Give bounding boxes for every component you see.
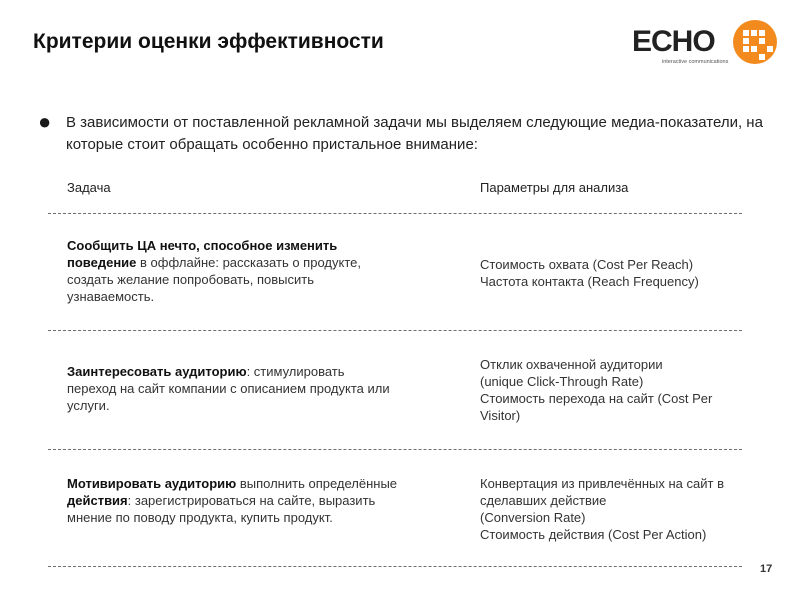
row-divider [48,330,742,331]
row3-param-3: Стоимость действия (Cost Per Action) [480,527,707,542]
row-divider [48,449,742,450]
row2-params [480,356,730,424]
row2-task-bold: Заинтересовать аудиторию [67,364,247,379]
bullet-icon: ● [38,109,52,134]
echo-logo [630,18,780,70]
row-divider [48,566,742,567]
row1-param-2: Частота контакта (Reach Frequency) [480,274,699,289]
slide-title: Критерии оценки эффективности [33,30,384,53]
row3-param-1: Конвертация из привлечённых на сайт в сделавших действие [480,476,724,508]
row3-task-mid: выполнить определённые [236,476,398,491]
intro-text: В зависимости от поставленной рекламной задачи мы выделяем следующие медиа-показатели, на которые стоит обращать особенно пристальное внимание: [66,114,763,153]
row2-task [67,363,397,414]
header-params: Параметры для анализа [480,180,629,195]
row3-task-rest: : зарегистрироваться на сайте, выразить мнение по поводу продукта, купить продукт. [67,493,376,525]
row1-task-bold: Сообщить ЦА нечто, способное изменить поведение [67,238,338,270]
row3-task [67,475,407,526]
row3-task-bold2: действия [67,493,128,508]
header-task: Задача [67,180,111,195]
row3-params [480,475,725,543]
row3-task-bold: Мотивировать аудиторию [67,476,237,491]
page-number: 17 [760,563,773,575]
row1-param-1: Стоимость охвата (Cost Per Reach) [480,257,694,272]
row2-task-rest: : стимулировать переход на сайт компании с описанием продукта или услуги. [67,364,390,413]
row2-param-1: Отклик охваченной аудитории [480,357,663,372]
row2-param-2: (unique Click-Through Rate) [480,374,644,389]
row1-task [67,237,397,305]
svg-text:ECHO: ECHO [632,25,715,58]
row1-params [480,256,740,290]
row3-param-2: (Conversion Rate) [480,510,586,525]
row2-param-3: Стоимость перехода на сайт (Cost Per Visitor) [480,391,713,423]
svg-text:interactive communications: interactive communications [662,59,729,65]
row-divider [48,213,742,214]
row1-task-rest: в оффлайне: рассказать о продукте, создать желание попробовать, повысить узнаваемость. [67,255,361,304]
